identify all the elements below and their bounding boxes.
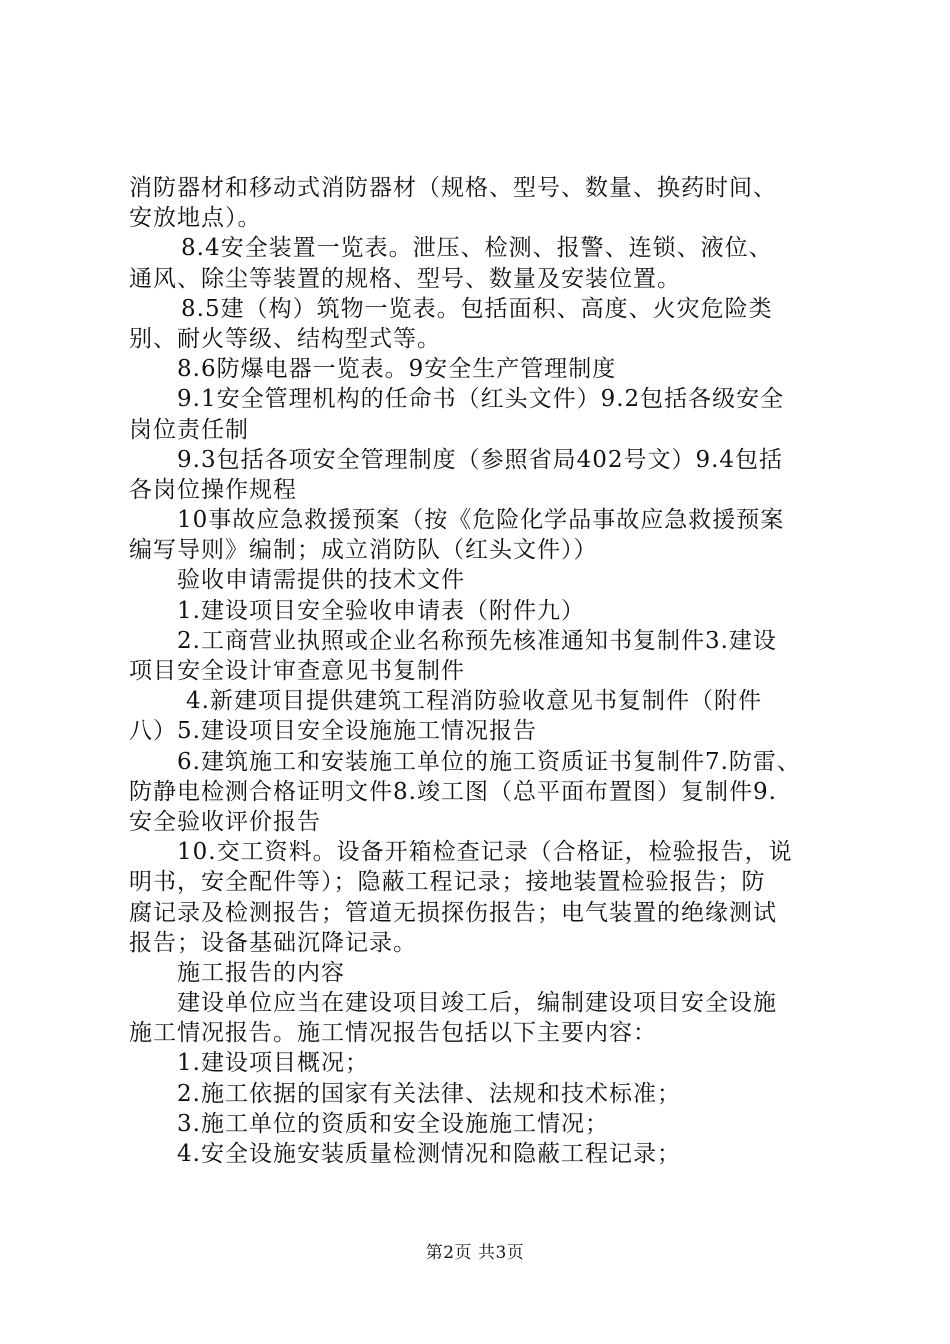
text-line: 岗位责任制 — [129, 416, 249, 443]
text-line: 6.建筑施工和安装施工单位的施工资质证书复制件7.防雷、 — [177, 748, 801, 775]
text-line: 通风、除尘等装置的规格、型号、数量及安装位置。 — [129, 265, 681, 292]
text-line: 1.建设项目概况； — [177, 1050, 369, 1077]
text-line: 八）5.建设项目安全设施施工情况报告 — [129, 718, 537, 745]
text-line: 各岗位操作规程 — [129, 476, 297, 503]
text-line: 8.6防爆电器一览表。9安全生产管理制度 — [177, 356, 617, 383]
text-line: 8.4安全装置一览表。泄压、检测、报警、连锁、液位、 — [181, 235, 773, 262]
page-footer: 第2页 共3页 — [425, 1243, 525, 1263]
text-line: 防静电检测合格证明文件8.竣工图（总平面布置图）复制件9. — [129, 778, 777, 805]
text-line: 验收申请需提供的技术文件 — [177, 567, 465, 594]
text-line: 9.1安全管理机构的任命书（红头文件）9.2包括各级安全 — [177, 386, 785, 413]
text-line: 施工情况报告。施工情况报告包括以下主要内容： — [129, 1020, 657, 1047]
text-line: 3.施工单位的资质和安全设施施工情况； — [177, 1110, 609, 1137]
text-line: 安放地点）。 — [129, 205, 262, 232]
text-line: 施工报告的内容 — [177, 959, 345, 986]
text-line: 报告；设备基础沉降记录。 — [129, 929, 417, 956]
text-line: 项目安全设计审查意见书复制件 — [129, 658, 465, 684]
document-body — [129, 173, 834, 1169]
text-line: 编写导则》编制；成立消防队（红头文件）） — [129, 537, 598, 564]
text-line: 2.工商营业执照或企业名称预先核准通知书复制件3.建设 — [177, 627, 777, 654]
text-line: 2.施工依据的国家有关法律、法规和技术标准； — [177, 1080, 681, 1107]
text-line: 10事故应急救援预案（按《危险化学品事故应急救援预案 — [177, 507, 785, 534]
text-line: 10.交工资料。设备开箱检查记录（合格证，检验报告，说 — [177, 839, 793, 866]
text-line: 安全验收评价报告 — [129, 808, 321, 835]
text-line: 1.建设项目安全验收申请表（附件九） — [177, 597, 585, 624]
text-line: 9.3包括各项安全管理制度（参照省局402号文）9.4包括 — [177, 446, 784, 473]
text-line: 别、耐火等级、结构型式等。 — [129, 325, 441, 352]
text-line: 腐记录及检测报告；管道无损探伤报告；电气装置的绝缘测试 — [129, 899, 777, 926]
text-line: 消防器材和移动式消防器材（规格、型号、数量、换药时间、 — [129, 175, 777, 201]
text-line: 明书，安全配件等）；隐蔽工程记录；接地装置检验报告；防 — [129, 869, 766, 896]
text-line: 建设单位应当在建设项目竣工后，编制建设项目安全设施 — [177, 990, 777, 1017]
text-line: 8.5建（构）筑物一览表。包括面积、高度、火灾危险类 — [181, 295, 773, 322]
text-line: 4.安全设施安装质量检测情况和隐蔽工程记录； — [177, 1141, 681, 1167]
text-line: 4.新建项目提供建筑工程消防验收意见书复制件（附件 — [186, 688, 762, 715]
